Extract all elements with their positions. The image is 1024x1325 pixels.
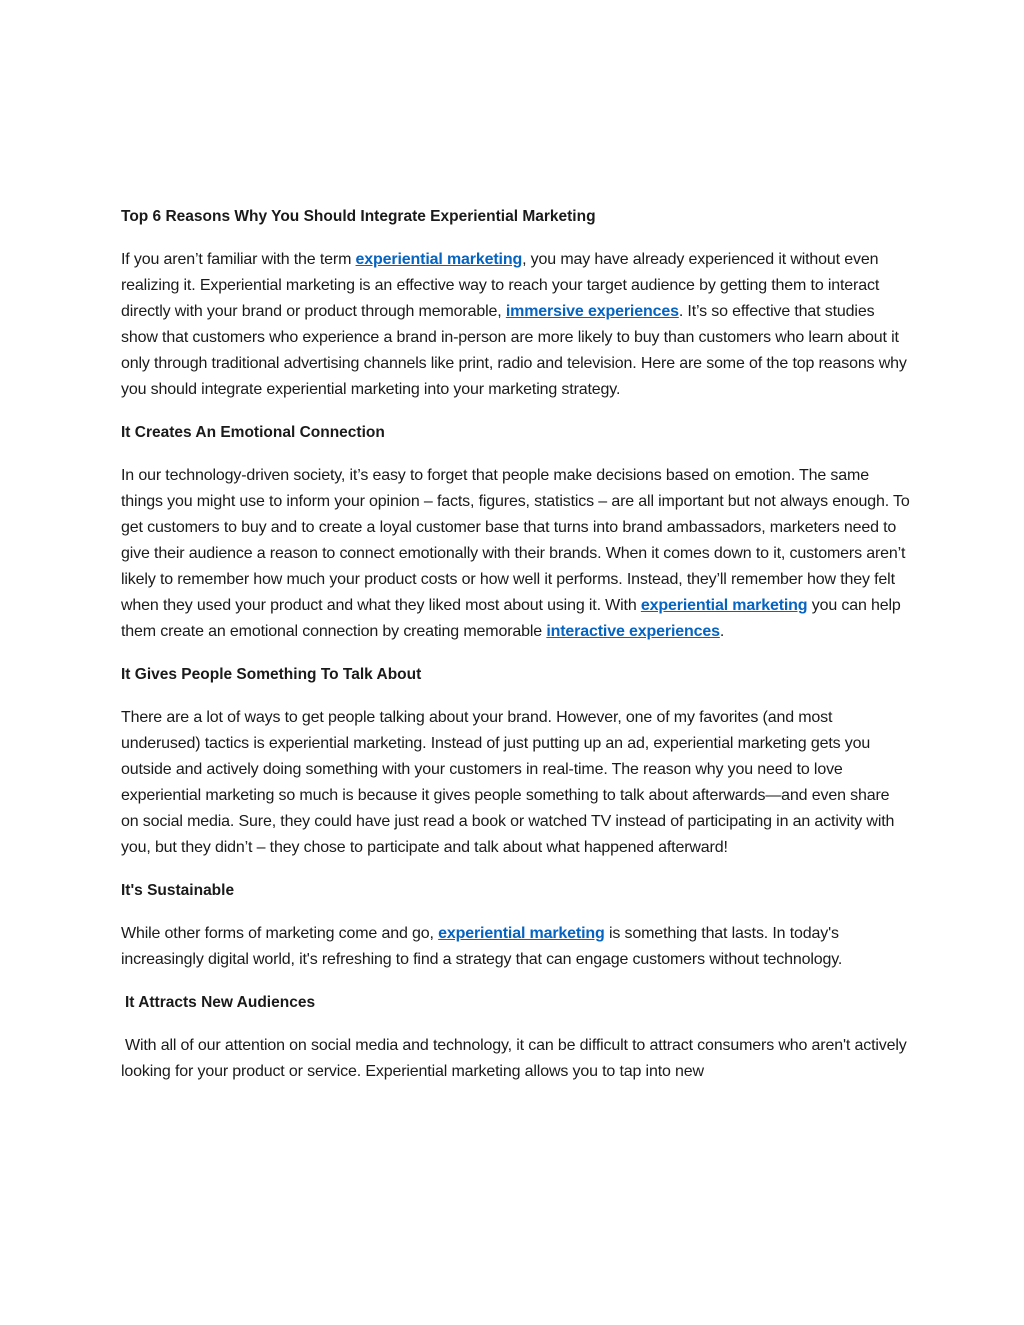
audiences-text: With all of our attention on social media and technology, it can be difficult to attract consumers who aren't actively looking for your product or service. Experiential marketing allows you to tap into new [121,1037,907,1080]
emotional-paragraph [121,463,911,645]
talk-paragraph: There are a lot of ways to get people talking about your brand. However, one of my favorites (and most underused) tactics is experiential marketing. Instead of just putting up an ad, experiential marketing gets you outside and actively doing something with your customers in real-time. The reason why you need to love experiential marketing so much is because it gives people something to talk about afterwards—and even share on social media. Sure, they could have just read a book or watched TV instead of participating in an activity with you, but they didn’t – they chose to participate and talk about what happened afterward! [121,709,895,856]
intro-paragraph [121,247,911,403]
section-heading-audiences: It Attracts New Audiences [125,994,316,1011]
intro-text-2: , you may have already experienced it without even realizing it. Experiential marketing is an effective way to reach your target audience by getting them to interact directly with your brand or product through memorable, [121,251,880,320]
sustainable-text-2: is something that lasts. In today's increasingly digital world, it's refreshing to find a strategy that can engage customers without technology. [121,925,843,968]
section-heading-emotional: It Creates An Emotional Connection [121,424,385,441]
emotional-text-1: In our technology-driven society, it’s easy to forget that people make decisions based on emotion. The same things you might use to inform your opinion – facts, figures, statistics – are all important but not always enough. To get customers to buy and to create a loyal customer base that turns into brand ambassadors, marketers need to give their audience a reason to connect emotionally with their brands. When it comes down to it, customers aren’t likely to remember how much your product costs or how well it performs. Instead, they’ll remember how they felt when they used your product and what they liked most about using it. With [121,467,910,614]
sustainable-paragraph [121,921,911,973]
experiential-marketing-link[interactable]: experiential marketing [355,251,523,268]
document-page [121,204,911,1102]
emotional-text-3: . [719,623,725,640]
interactive-experiences-link[interactable]: interactive experiences [546,623,720,640]
section-heading-talk: It Gives People Something To Talk About [121,666,422,683]
experiential-marketing-link[interactable]: experiential marketing [438,925,605,942]
intro-text-1: If you aren’t familiar with the term [121,251,356,268]
audiences-paragraph [121,1033,911,1085]
intro-text-3: . It’s so effective that studies show that customers who experience a brand in-person are more likely to buy than customers who learn about it only through traditional advertising channels like print, radio and television. Here are some of the top reasons why you should integrate experiential marketing into your marketing strategy. [121,303,907,398]
experiential-marketing-link[interactable]: experiential marketing [640,597,808,614]
emotional-text-2: you can help them create an emotional connection by creating memorable [121,597,901,640]
section-heading-sustainable: It's Sustainable [121,882,235,899]
sustainable-text-1: While other forms of marketing come and go, [121,925,439,942]
immersive-experiences-link[interactable]: immersive experiences [505,303,679,320]
document-title: Top 6 Reasons Why You Should Integrate Experiential Marketing [121,208,596,225]
